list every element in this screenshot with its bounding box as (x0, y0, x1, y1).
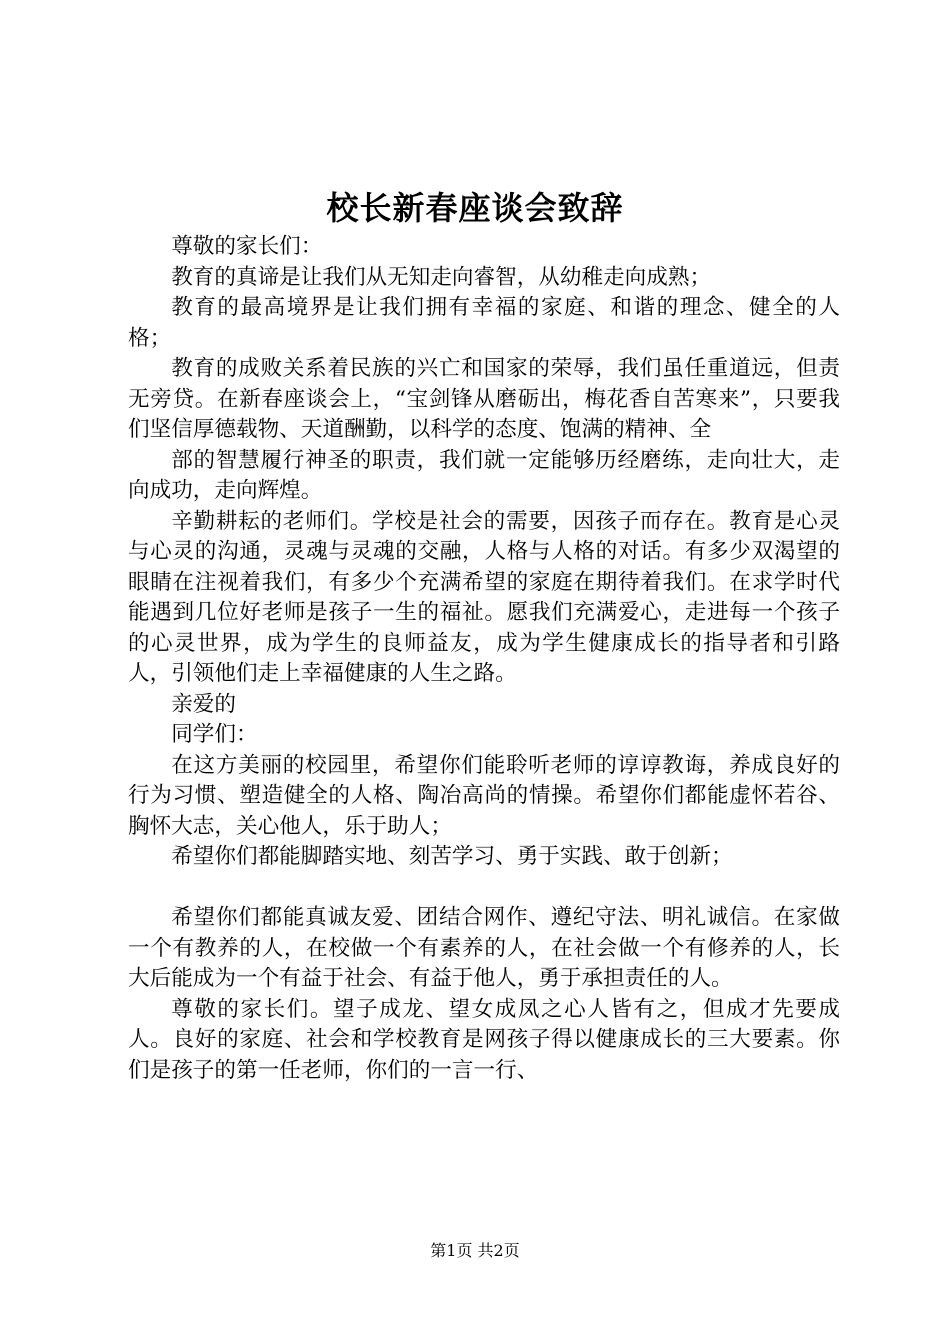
paragraph: 亲爱的 (171, 691, 236, 717)
paragraph-parents: 尊敬的家长们。望子成龙、望女成凤之心人皆有之，但成才先要成人。良好的家庭、社会和学校教育是网孩子得以健康成长的三大要素。你们是孩子的第一任老师，你们的一言一行、 (128, 996, 840, 1083)
paragraph-greeting-parents: 尊敬的家长们： (171, 234, 323, 259)
paragraph-gap (128, 873, 840, 904)
paragraph: 部的智慧履行神圣的职责，我们就一定能够历经磨练，走向壮大，走向成功，走向辉煌。 (128, 447, 840, 503)
document-title: 校长新春座谈会致辞 (326, 189, 624, 227)
page-number-footer: 第1页 共2页 (430, 1241, 520, 1260)
paragraph: 教育的最高境界是让我们拥有幸福的家庭、和谐的理念、健全的人格； (128, 295, 840, 351)
paragraph-students: 在这方美丽的校园里，希望你们能聆听老师的谆谆教诲，养成良好的行为习惯、塑造健全的人格、陶冶高尚的情操。希望你们都能虚怀若谷、胸怀大志，关心他人，乐于助人； (128, 752, 840, 839)
paragraph-teachers: 辛勤耕耘的老师们。学校是社会的需要，因孩子而存在。教育是心灵与心灵的沟通，灵魂与灵魂的交融，人格与人格的对话。有多少双渴望的眼睛在注视着我们，有多少个充满希望的家庭在期待着我们。在求学时代能遇到几位好老师是孩子一生的福祉。愿我们充满爱心，走进每一个孩子的心灵世界，成为学生的良师益友，成为学生健康成长的指导者和引路人，引领他们走上幸福健康的人生之路。 (128, 508, 840, 686)
paragraph: 希望你们都能真诚友爱、团结合网作、遵纪守法、明礼诚信。在家做一个有教养的人，在校做一个有素养的人，在社会做一个有修养的人，长大后能成为一个有益于社会、有益于他人，勇于承担责任的人。 (128, 905, 840, 991)
paragraph-greeting-students: 同学们： (171, 722, 258, 747)
paragraph: 教育的成败关系着民族的兴亡和国家的荣辱，我们虽任重道远，但责无旁贷。在新春座谈会上，“宝剑锋从磨砺出，梅花香自苦寒来”，只要我们坚信厚德载物、天道酬勤，以科学的态度、饱满的精神、全 (128, 356, 840, 442)
document-body (128, 232, 840, 1086)
paragraph: 希望你们都能脚踏实地、刻苦学习、勇于实践、敢于创新； (171, 844, 733, 869)
paragraph: 教育的真谛是让我们从无知走向睿智，从幼稚走向成熟； (171, 264, 712, 290)
